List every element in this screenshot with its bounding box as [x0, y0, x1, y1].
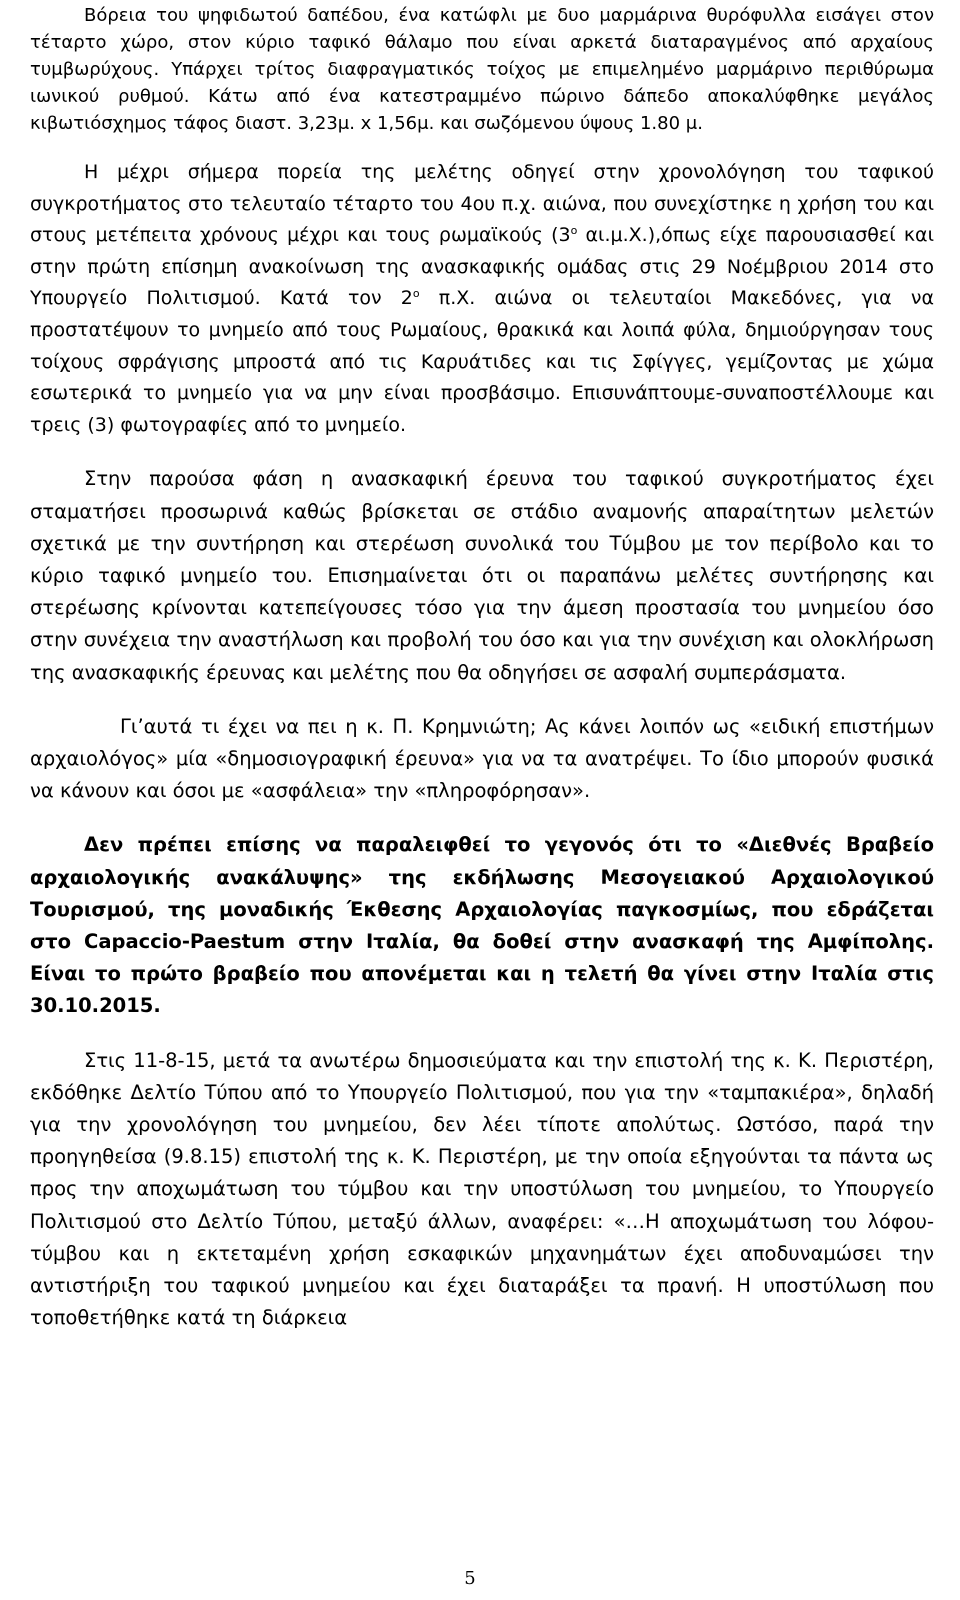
paragraph-press-release: Στις 11-8-15, μετά τα ανωτέρω δημοσιεύματα και την επιστολή της κ. Κ. Περιστέρη, εκδόθηκε Δελτίο Τύπου από το Υπουργείο Πολιτισμού, που για την «ταμπακιέρα», δηλαδή για την χρονολόγηση του μνημείου, δεν λέει τίποτε απολύτως. Ωστόσο, παρά την προηγηθείσα (9.8.15) επιστολή της κ. Κ. Περιστέρη, με την οποία εξηγούνται τα πάντα ως προς την αποχωμάτωση του τύμβου και την υποστύλωση του μνημείου, το Υπουργείο Πολιτισμού στο Δελτίο Τύπου, μεταξύ άλλων, αναφέρει: «…Η αποχωμάτωση του λόφου-τύμβου και η εκτεταμένη χρήση εσκαφικών μηχανημάτων έχει αποδυναμώσει την αντιστήριξη του ταφικού μνημείου και έχει διαταράξει τα πρανή. Η υποστύλωση που τοποθετήθηκε κατά τη διάρκεια: [30, 1048, 934, 1330]
superscript-ordinal: ο: [412, 287, 420, 301]
paragraph-burial-chamber: Βόρεια του ψηφιδωτού δαπέδου, ένα κατώφλι με δυο μαρμάρινα θυρόφυλλα εισάγει στον τέταρτο χώρο, στον κύριο ταφικό θάλαμο που είναι αρκετά διαταραγμένος από αρχαίους τυμβωρύχους. Υπάρχει τρίτος διαφραγματικός τοίχος με επιμελημένο μαρμάρινο περιθύρωμα ιωνικού ρυθμού. Κάτω από ένα κατεστραμμένο πώρινο δάπεδο αποκαλύφθηκε μεγάλος κιβωτιόσχημος τάφος διαστ. 3,23μ. x 1,56μ. και σωζόμενου ύψους 1.80 μ.: [30, 5, 934, 134]
paragraph-dating: [30, 157, 934, 441]
superscript-ordinal: ο: [570, 224, 578, 238]
paragraph-dating-part-b: αι.μ.Χ.),όπως είχε παρουσιασθεί και στην πρώτη επίσημη ανακοίνωση της ανασκαφικής ομάδας στις 29 Νοέμβριου 2014 στο Υπουργείο Πολιτισμού. Κατά τον 2: [30, 224, 934, 310]
document-page: [30, 0, 934, 1334]
paragraph-award: Δεν πρέπει επίσης να παραλειφθεί το γεγονός ότι το «Διεθνές Βραβείο αρχαιολογικής ανακάλυψης» της εκδήλωσης Μεσογειακού Αρχαιολογικού Τουρισμού, της μοναδικής Έκθεσης Αρχαιολογίας παγκοσμίως, που εδράζεται στο Capaccio-Paestum στην Ιταλία, θα δοθεί στην ανασκαφή της Αμφίπολης. Είναι το πρώτο βραβείο που απονέμεται και η τελετή θα γίνει στην Ιταλία στις 30.10.2015.: [30, 833, 934, 1018]
paragraph-current-phase: Στην παρούσα φάση η ανασκαφική έρευνα του ταφικού συγκροτήματος έχει σταματήσει προσωρινά καθώς βρίσκεται σε στάδιο αναμονής απαραίτητων μελετών σχετικά με την συντήρηση και στερέωση συνολικά του Τύμβου με τον περίβολο και το κύριο ταφικό μνημείο του. Επισημαίνεται ότι οι παραπάνω μελέτες συντήρησης και στερέωσης κρίνονται κατεπείγουσες τόσο για την άμεση προστασία του μνημείου όσο στην συνέχεια την αναστήλωση και προβολή του όσο και για την συνέχιση και ολοκλήρωση της ανασκαφικής έρευνας και μελέτης που θα οδηγήσει σε ασφαλή συμπεράσματα.: [30, 467, 934, 684]
paragraph-dating-part-a: Η μέχρι σήμερα πορεία της μελέτης οδηγεί στην χρονολόγηση του ταφικού συγκροτήματος στο τελευταίο τέταρτο του 4ου π.χ. αιώνα, που συνεχίστηκε η χρήση του και στους μετέπειτα χρόνους μέχρι και τους ρωμαϊκούς (3: [30, 161, 934, 247]
paragraph-response: Γι’αυτά τι έχει να πει η κ. Π. Κρημνιώτη; Ας κάνει λοιπόν ως «ειδική επιστήμων αρχαιολόγος» μία «δημοσιογραφική έρευνα» για να τα ανατρέψει. Το ίδιο μπορούν φυσικά να κάνουν και όσοι με «ασφάλεια» την «πληροφόρησαν».: [30, 714, 934, 803]
page-number: 5: [464, 1568, 476, 1589]
paragraph-dating-part-c: π.Χ. αιώνα οι τελευταίοι Μακεδόνες, για να προστατέψουν το μνημείο από τους Ρωμαίους, θρακικά και λοιπά φύλα, δημιούργησαν τους τοίχους σφράγισης μπροστά από τις Καρυάτιδες και τις Σφίγγες, γεμίζοντας με χώμα εσωτερικά το μνημείο για να μην είναι προσβάσιμο. Επισυνάπτουμε-συναποστέλλουμε και τρεις (3) φωτογραφίες από το μνημείο.: [30, 287, 934, 436]
